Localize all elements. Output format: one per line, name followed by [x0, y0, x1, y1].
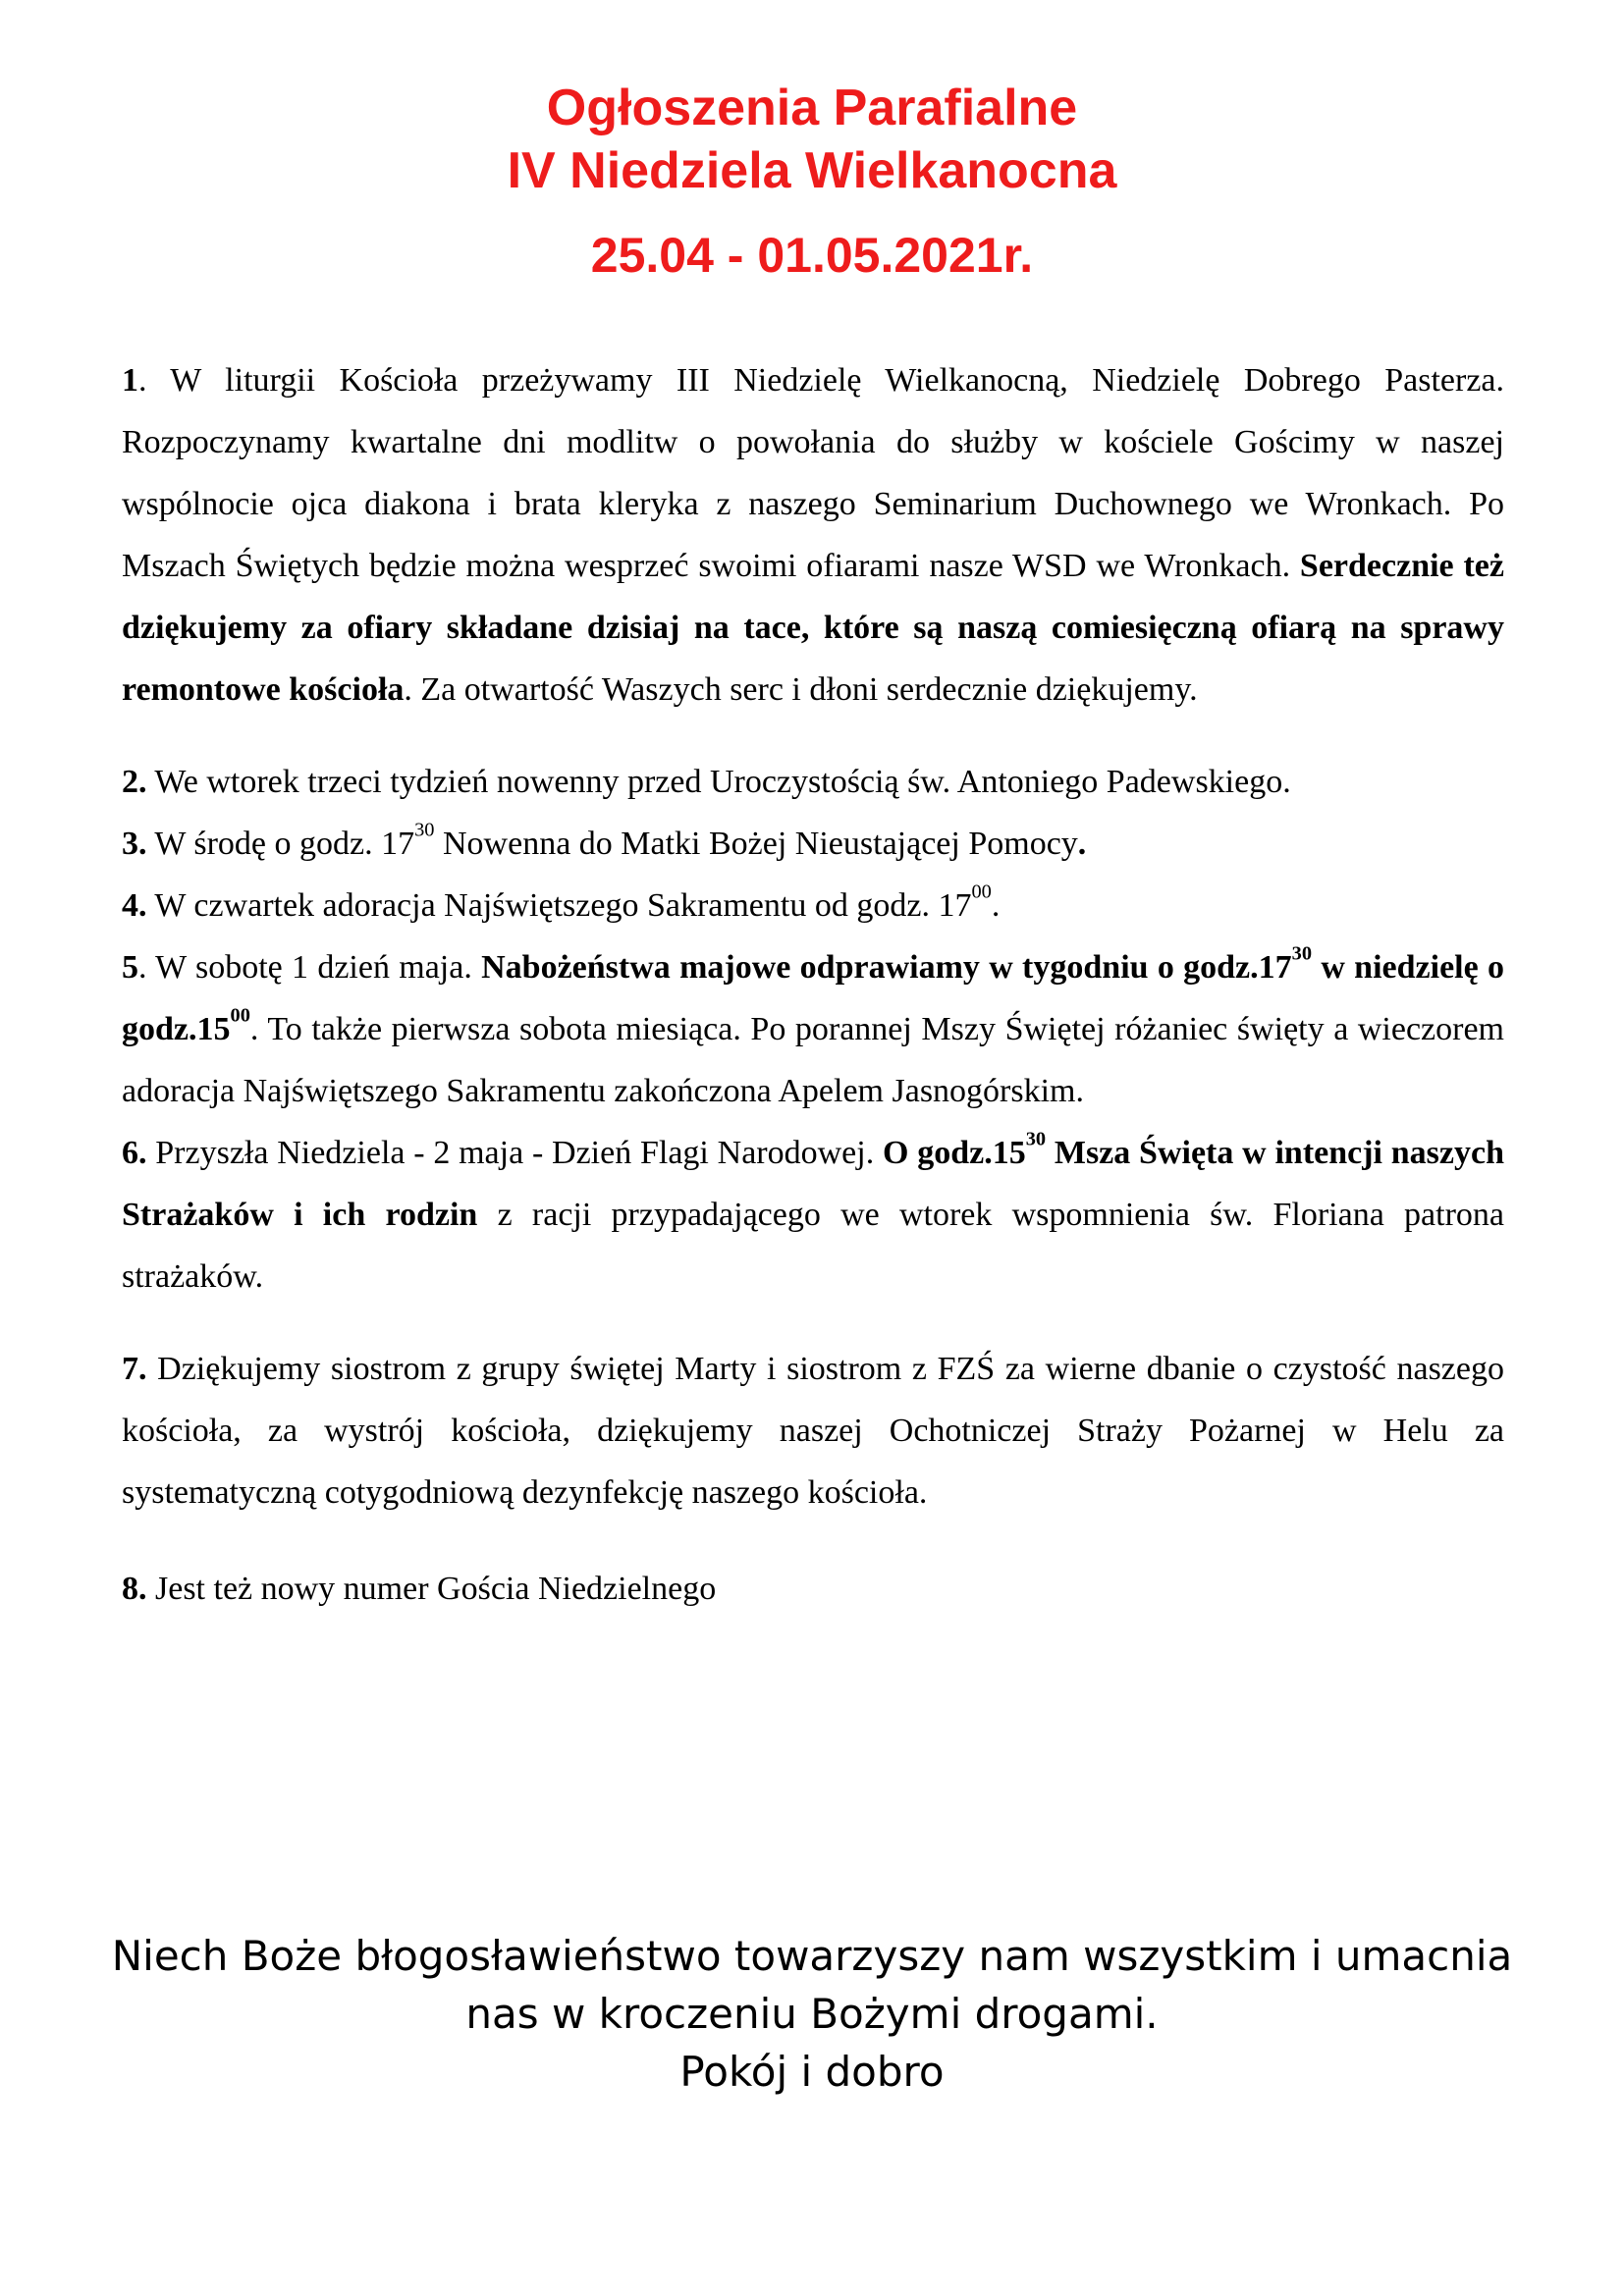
announcement-number: 6. — [122, 1135, 147, 1171]
announcement-text: . W liturgii Kościoła przeżywamy III Niedzielę Wielkanocną, Niedzielę Dobrego Pasterza. Rozpoczynamy kwartalne dni modlitw o powołania do służby w kościele Gościmy w naszej wspólnocie ojca diakona i brata kleryka z naszego Seminarium Duchownego we Wronkach. Po Mszach Świętych będzie można wesprzeć swoimi ofiarami nasze WSD we Wronkach. — [122, 362, 1504, 584]
announcement-number: 5 — [122, 949, 138, 986]
announcement-text: Przyszła Niedziela - 2 maja - Dzień Flagi Narodowej. — [146, 1135, 883, 1171]
announcement-text: . W sobotę 1 dzień maja. — [138, 949, 482, 986]
announcement-text: W środę o godz. 17 — [146, 826, 415, 862]
time-superscript: 00 — [971, 881, 992, 903]
announcement-text: . Za otwartość Waszych serc i dłoni serdecznie dziękujemy. — [404, 671, 1198, 708]
announcement-7 — [122, 1338, 1504, 1523]
blessing-line-1: Niech Boże błogosławieństwo towarzyszy nam wszystkim i umacnia — [111, 1932, 1513, 1980]
announcement-text: W czwartek adoracja Najświętszego Sakramentu od godz. 17 — [146, 887, 972, 924]
announcement-text: We wtorek trzeci tydzień nowenny przed Uroczystością św. Antoniego Padewskiego. — [146, 764, 1291, 800]
announcement-text: z racji przypadającego we wtorek wspomnienia św. Floriana patrona strażaków. — [122, 1197, 1504, 1295]
title-line-1: Ogłoszenia Parafialne — [546, 80, 1078, 136]
announcement-5 — [122, 936, 1504, 1122]
announcement-bold-text: Serdecznie też dziękujemy za ofiary składane dzisiaj na tace, które są naszą comiesięczną ofiarą na sprawy remontowe kościoła — [122, 548, 1504, 708]
announcement-3 — [122, 813, 1504, 875]
announcement-text: . — [991, 887, 1001, 924]
date-range: 25.04 - 01.05.2021r. — [590, 228, 1034, 283]
announcement-bold-text: Msza Święta w intencji naszych Strażaków i ich rodzin — [122, 1135, 1504, 1233]
blessing-line-2: nas w kroczeniu Bożymi drogami. — [465, 1990, 1159, 2038]
announcement-text: . To także pierwsza sobota miesiąca. Po porannej Mszy Świętej różaniec święty a wieczorem adoracja Najświętszego Sakramentu zakończona Apelem Jasnogórskim. — [122, 1011, 1504, 1109]
time-superscript: 30 — [1025, 1128, 1047, 1150]
announcement-1 — [122, 349, 1504, 721]
announcement-number: 7. — [122, 1351, 147, 1387]
time-superscript: 00 — [230, 1004, 250, 1027]
announcements-body — [122, 349, 1504, 1620]
announcement-number: 3. — [122, 826, 147, 862]
blessing-line-3: Pokój i dobro — [679, 2048, 945, 2096]
announcement-bold-text: Nabożeństwa majowe odprawiamy w tygodniu o godz.17 — [481, 949, 1292, 986]
announcement-text: Dziękujemy siostrom z grupy świętej Marty i siostrom z FZŚ za wierne dbanie o czystość naszego kościoła, za wystrój kościoła, dziękujemy naszej Ochotniczej Straży Pożarnej w Helu za systematyczną cotygodniową dezynfekcję naszego kościoła. — [122, 1351, 1504, 1511]
announcement-8 — [122, 1558, 1504, 1620]
announcement-number: 8. — [122, 1571, 147, 1607]
announcement-6 — [122, 1122, 1504, 1308]
announcement-number: 2. — [122, 764, 147, 800]
announcement-text: Jest też nowy numer Gościa Niedzielnego — [146, 1571, 717, 1607]
announcement-bold-text: w niedzielę o godz.15 — [122, 949, 1504, 1047]
time-superscript: 30 — [1291, 942, 1313, 965]
time-superscript: 30 — [414, 819, 435, 841]
header — [0, 77, 1624, 285]
announcement-4 — [122, 875, 1504, 936]
announcement-number: 4. — [122, 887, 147, 924]
closing-blessing — [0, 1927, 1624, 2101]
announcement-number: 1 — [122, 362, 138, 399]
announcement-2 — [122, 751, 1504, 813]
announcement-text: Nowenna do Matki Bożej Nieustającej Pomocy — [434, 826, 1078, 862]
announcement-bold-text: O godz.15 — [882, 1135, 1026, 1171]
announcement-bold-text: . — [1077, 826, 1087, 862]
title-line-2: IV Niedziela Wielkanocna — [507, 142, 1117, 199]
